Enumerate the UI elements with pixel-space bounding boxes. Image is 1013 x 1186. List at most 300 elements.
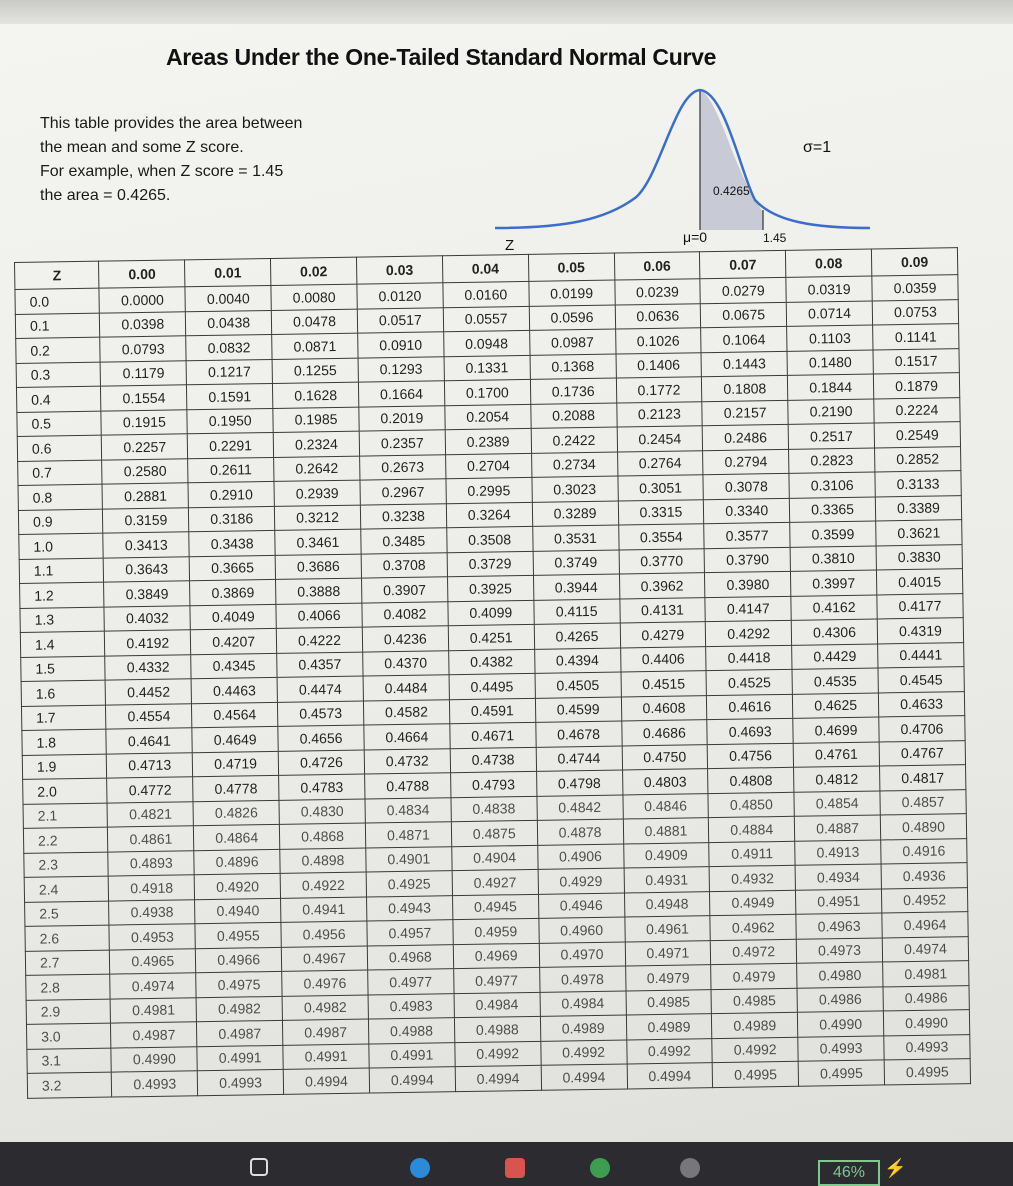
area-cell: 0.3461 [275,529,361,555]
area-cell: 0.3212 [274,505,360,531]
area-cell: 0.4979 [711,963,797,989]
area-cell: 0.4850 [708,792,794,818]
area-cell: 0.4706 [879,716,965,742]
area-cell: 0.2852 [875,446,961,472]
area-cell: 0.4956 [281,921,367,947]
area-cell: 0.4726 [278,750,364,776]
area-cell: 0.4987 [283,1019,369,1045]
column-header: 0.01 [185,258,271,286]
z-value-cell: 3.2 [27,1072,112,1098]
area-cell: 0.4162 [791,594,877,620]
area-cell: 0.3051 [617,475,703,501]
area-cell: 0.4993 [198,1069,284,1095]
area-cell: 0.4767 [879,740,965,766]
area-cell: 0.4222 [276,627,362,653]
area-cell: 0.0517 [357,307,443,333]
area-cell: 0.1985 [273,407,359,433]
chrome-icon[interactable] [590,1158,610,1178]
area-cell: 0.2088 [530,403,616,429]
intro-line: the area = 0.4265. [40,187,171,204]
column-header: 0.09 [871,248,957,276]
area-cell: 0.0000 [99,287,185,313]
gmail-icon[interactable] [505,1158,525,1178]
area-cell: 0.4927 [452,869,538,895]
area-cell: 0.2580 [102,458,188,484]
area-cell: 0.4842 [537,795,623,821]
area-cell: 0.4913 [795,839,881,865]
area-cell: 0.0714 [786,301,872,327]
area-cell: 0.2291 [188,432,274,458]
area-cell: 0.2910 [188,481,274,507]
z-value-cell: 1.7 [21,705,106,731]
area-cell: 0.4686 [621,720,707,746]
area-cell: 0.4131 [619,597,705,623]
area-cell: 0.2324 [273,431,359,457]
area-cell: 0.4893 [108,850,194,876]
area-cell: 0.4938 [109,899,195,925]
area-cell: 0.4932 [709,865,795,891]
area-cell: 0.4147 [705,596,791,622]
area-cell: 0.4693 [707,718,793,744]
area-cell: 0.4382 [448,649,534,675]
area-cell: 0.4934 [795,864,881,890]
area-cell: 0.4968 [367,944,453,970]
area-cell: 0.0398 [100,311,186,337]
area-cell: 0.4474 [277,676,363,702]
area-cell: 0.2995 [446,477,532,503]
area-cell: 0.4994 [627,1063,713,1089]
area-cell: 0.4830 [279,799,365,825]
area-cell: 0.3023 [532,476,618,502]
intro-text [40,112,420,208]
intro-line: the mean and some Z score. [40,139,244,156]
area-cell: 0.3577 [704,522,790,548]
area-cell: 0.4332 [105,654,191,680]
area-cell: 0.4515 [621,671,707,697]
area-cell: 0.3485 [361,528,447,554]
area-cell: 0.4878 [537,819,623,845]
settings-icon[interactable] [680,1158,700,1178]
area-cell: 0.4292 [706,620,792,646]
area-label: 0.4265 [713,184,750,198]
area-cell: 0.3962 [619,573,705,599]
area-cell: 0.4793 [450,771,536,797]
area-cell: 0.3749 [533,550,619,576]
area-cell: 0.4846 [622,793,708,819]
area-cell: 0.4898 [280,848,366,874]
area-cell: 0.4854 [794,790,880,816]
area-cell: 0.4989 [540,1015,626,1041]
z-value-cell: 2.8 [26,974,111,1000]
area-cell: 0.3531 [532,525,618,551]
intro-line: For example, when Z score = 1.45 [40,163,284,180]
area-cell: 0.4803 [622,769,708,795]
area-cell: 0.1879 [873,373,959,399]
area-cell: 0.1026 [615,328,701,354]
area-cell: 0.4884 [709,816,795,842]
area-cell: 0.4955 [195,922,281,948]
area-cell: 0.1772 [616,377,702,403]
area-cell: 0.4904 [452,845,538,871]
area-cell: 0.4984 [540,990,626,1016]
area-cell: 0.4719 [193,751,279,777]
z-value-cell: 1.8 [22,729,107,755]
bell-curve [495,90,870,228]
z-value-cell: 2.1 [23,803,108,829]
z-value-cell: 3.1 [27,1048,112,1074]
area-cell: 0.4608 [621,695,707,721]
area-cell: 0.4988 [454,1016,540,1042]
area-cell: 0.4966 [196,947,282,973]
area-cell: 0.4931 [624,867,710,893]
area-cell: 0.2517 [788,423,874,449]
area-cell: 0.4952 [881,887,967,913]
area-cell: 0.3810 [790,545,876,571]
area-cell: 0.0675 [701,302,787,328]
area-cell: 0.4982 [196,996,282,1022]
z-value-cell: 2.2 [23,827,108,853]
area-cell: 0.3849 [104,581,190,607]
area-cell: 0.4177 [877,593,963,619]
area-cell: 0.4699 [793,717,879,743]
area-cell: 0.4591 [449,698,535,724]
area-cell: 0.4995 [713,1061,799,1087]
z-value-cell: 0.3 [16,362,101,388]
area-cell: 0.2673 [360,454,446,480]
area-cell: 0.3770 [619,548,705,574]
charging-icon: ⚡ [884,1158,907,1178]
area-cell: 0.4994 [369,1067,455,1093]
area-cell: 0.3944 [533,574,619,600]
area-cell: 0.4995 [798,1060,884,1086]
area-cell: 0.4599 [535,697,621,723]
area-cell: 0.4992 [540,1039,626,1065]
area-cell: 0.4664 [364,724,450,750]
area-cell: 0.3289 [532,501,618,527]
area-cell: 0.4969 [453,943,539,969]
area-cell: 0.3790 [704,547,790,573]
area-cell: 0.4772 [107,777,193,803]
z-value-cell: 1.1 [19,558,104,584]
area-cell: 0.4251 [448,624,534,650]
area-cell: 0.3238 [360,503,446,529]
column-header: 0.02 [271,257,357,285]
area-cell: 0.4901 [366,846,452,872]
area-cell: 0.4875 [451,820,537,846]
area-cell: 0.1331 [444,355,530,381]
area-cell: 0.4990 [798,1011,884,1037]
area-cell: 0.2454 [617,426,703,452]
area-cell: 0.4484 [363,675,449,701]
area-cell: 0.3186 [189,506,275,532]
area-cell: 0.4979 [625,965,711,991]
area-cell: 0.4970 [539,941,625,967]
z-label: Z [505,237,515,254]
normal-curve-figure [485,70,885,260]
area-cell: 0.4965 [110,948,196,974]
z-value-cell: 1.6 [21,680,106,706]
area-cell: 0.4678 [535,721,621,747]
area-cell: 0.4987 [111,1022,197,1048]
area-cell: 0.4625 [793,692,879,718]
area-cell: 0.1255 [272,358,358,384]
area-cell: 0.4236 [362,626,448,652]
z-value-cell: 2.6 [25,925,110,951]
area-cell: 0.4573 [278,701,364,727]
app-icon[interactable] [250,1158,268,1176]
area-cell: 0.3438 [189,530,275,556]
z-table-container [14,247,971,1098]
area-cell: 0.2054 [445,404,531,430]
area-cell: 0.4656 [278,725,364,751]
z-value-cell: 1.4 [20,631,105,657]
area-cell: 0.4192 [105,630,191,656]
area-cell: 0.4115 [534,599,620,625]
area-cell: 0.4429 [792,643,878,669]
area-cell: 0.4984 [454,992,540,1018]
area-cell: 0.4960 [539,917,625,943]
z-value-cell: 1.2 [20,582,105,608]
area-cell: 0.3106 [789,472,875,498]
area-cell: 0.3413 [103,532,189,558]
area-cell: 0.4441 [878,642,964,668]
area-cell: 0.1103 [787,325,873,351]
area-cell: 0.4545 [878,667,964,693]
area-cell: 0.4909 [623,842,709,868]
area-cell: 0.1179 [101,360,187,386]
z-value-cell: 0.7 [18,460,103,486]
area-cell: 0.1591 [187,383,273,409]
z-value-cell: 0.8 [18,484,103,510]
area-cell: 0.4279 [620,622,706,648]
area-cell: 0.4783 [279,774,365,800]
mu-label: μ=0 [683,229,708,245]
area-cell: 0.1554 [101,385,187,411]
battery-indicator[interactable]: 46% [818,1160,880,1186]
area-cell: 0.0753 [872,299,958,325]
z-value-cell: 0.4 [16,386,101,412]
area-cell: 0.4370 [363,650,449,676]
area-cell: 0.2157 [702,400,788,426]
area-cell: 0.3980 [705,571,791,597]
area-cell: 0.4925 [366,871,452,897]
area-cell: 0.0040 [185,285,271,311]
area-cell: 0.4834 [365,797,451,823]
area-cell: 0.4993 [884,1034,970,1060]
z-value-cell: 0.0 [15,288,100,314]
column-header: 0.08 [786,249,872,277]
area-cell: 0.4738 [450,747,536,773]
z-value-cell: 1.0 [19,533,104,559]
area-cell: 0.2794 [703,449,789,475]
column-header: 0.07 [700,250,786,278]
area-cell: 0.4983 [368,993,454,1019]
area-cell: 0.4977 [368,969,454,995]
area-cell: 0.2257 [102,434,188,460]
area-cell: 0.4992 [712,1037,798,1063]
area-cell: 0.2190 [788,399,874,425]
area-cell: 0.4976 [282,970,368,996]
area-cell: 0.4994 [283,1068,369,1094]
area-cell: 0.3729 [447,551,533,577]
area-cell: 0.4994 [541,1064,627,1090]
area-cell: 0.4890 [880,814,966,840]
page-title: Areas Under the One-Tailed Standard Normal Curve [166,44,717,70]
area-cell: 0.4990 [883,1010,969,1036]
area-cell: 0.2549 [874,422,960,448]
area-cell: 0.4750 [622,744,708,770]
area-cell: 0.2764 [617,450,703,476]
area-cell: 0.3133 [875,471,961,497]
area-cell: 0.4671 [450,722,536,748]
z-value-cell: 2.3 [24,852,109,878]
area-cell: 0.1915 [101,409,187,435]
area-cell: 0.1700 [444,379,530,405]
area-cell: 0.4418 [706,645,792,671]
area-cell: 0.4993 [112,1071,198,1097]
area-cell: 0.4812 [794,766,880,792]
area-cell: 0.2881 [102,483,188,509]
area-cell: 0.0478 [271,309,357,335]
column-header: 0.00 [99,260,185,288]
area-cell: 0.4967 [281,946,367,972]
area-cell: 0.4941 [281,897,367,923]
area-cell: 0.0438 [186,310,272,336]
area-cell: 0.4881 [623,818,709,844]
tick-label: 1.45 [763,231,787,245]
area-cell: 0.4940 [195,898,281,924]
area-cell: 0.0832 [186,334,272,360]
area-cell: 0.4953 [109,924,195,950]
column-header: 0.05 [528,253,614,281]
area-cell: 0.0199 [529,280,615,306]
area-cell: 0.4319 [877,618,963,644]
area-cell: 0.4948 [624,891,710,917]
area-cell: 0.4993 [798,1035,884,1061]
area-cell: 0.4826 [193,800,279,826]
area-cell: 0.4265 [534,623,620,649]
z-value-cell: 1.3 [20,607,105,633]
area-cell: 0.4887 [794,815,880,841]
column-header: 0.04 [442,254,528,282]
area-cell: 0.0279 [700,277,786,303]
area-cell: 0.4943 [366,895,452,921]
area-cell: 0.3365 [789,496,875,522]
area-cell: 0.4918 [109,875,195,901]
area-cell: 0.4864 [194,824,280,850]
area-cell: 0.4989 [626,1014,712,1040]
area-cell: 0.1443 [701,351,787,377]
area-cell: 0.4838 [451,796,537,822]
area-cell: 0.3508 [447,526,533,552]
area-cell: 0.4871 [365,822,451,848]
area-cell: 0.4788 [365,773,451,799]
area-cell: 0.0239 [614,279,700,305]
area-cell: 0.0596 [529,305,615,331]
area-cell: 0.3078 [703,473,789,499]
area-cell: 0.3621 [876,520,962,546]
area-cell: 0.3340 [704,498,790,524]
z-value-cell: 2.7 [25,950,110,976]
z-table [14,247,971,1098]
area-cell: 0.4991 [197,1045,283,1071]
area-cell: 0.2486 [703,424,789,450]
z-value-cell: 1.9 [22,754,107,780]
area-cell: 0.4817 [880,765,966,791]
area-cell: 0.2642 [274,456,360,482]
area-cell: 0.4554 [106,703,192,729]
area-cell: 0.4032 [104,605,190,631]
area-cell: 0.4995 [884,1059,970,1085]
area-cell: 0.4732 [364,748,450,774]
area-cell: 0.2734 [531,452,617,478]
intro-line: This table provides the area between [40,115,303,132]
area-cell: 0.1217 [186,359,272,385]
monitor-bezel [0,0,1013,24]
area-cell: 0.4582 [363,699,449,725]
area-cell: 0.4808 [708,767,794,793]
area-cell: 0.2704 [445,453,531,479]
column-header: 0.03 [356,256,442,284]
area-cell: 0.4345 [191,653,277,679]
area-cell: 0.3264 [446,502,532,528]
area-cell: 0.1517 [873,348,959,374]
edge-icon[interactable] [410,1158,430,1178]
area-cell: 0.4406 [620,646,706,672]
area-cell: 0.0871 [272,333,358,359]
area-cell: 0.0319 [786,276,872,302]
area-cell: 0.2939 [274,480,360,506]
area-cell: 0.4936 [881,863,967,889]
area-cell: 0.4525 [706,669,792,695]
area-cell: 0.4505 [535,672,621,698]
area-cell: 0.1950 [187,408,273,434]
area-cell: 0.2823 [789,448,875,474]
area-cell: 0.4986 [797,986,883,1012]
area-cell: 0.3665 [189,555,275,581]
area-cell: 0.4099 [448,600,534,626]
area-cell: 0.0793 [100,336,186,362]
area-cell: 0.0080 [271,284,357,310]
area-cell: 0.1664 [358,381,444,407]
area-cell: 0.4978 [539,966,625,992]
area-cell: 0.4957 [367,920,453,946]
area-cell: 0.4463 [191,677,277,703]
area-cell: 0.2019 [359,405,445,431]
area-cell: 0.3554 [618,524,704,550]
area-cell: 0.4974 [882,936,968,962]
area-cell: 0.2224 [874,397,960,423]
area-cell: 0.3997 [791,570,877,596]
area-cell: 0.4564 [192,702,278,728]
area-cell: 0.4744 [536,746,622,772]
z-value-cell: 0.1 [15,313,100,339]
area-cell: 0.1141 [873,324,959,350]
area-cell: 0.4616 [707,694,793,720]
area-cell: 0.2611 [188,457,274,483]
area-cell: 0.0636 [615,303,701,329]
area-cell: 0.4974 [110,973,196,999]
area-cell: 0.1293 [358,356,444,382]
area-cell: 0.4357 [277,652,363,678]
area-cell: 0.3708 [361,552,447,578]
area-cell: 0.1736 [530,378,616,404]
area-cell: 0.3599 [790,521,876,547]
area-cell: 0.4015 [876,569,962,595]
z-value-cell: 0.5 [17,411,102,437]
area-cell: 0.4959 [453,918,539,944]
area-cell: 0.4306 [791,619,877,645]
